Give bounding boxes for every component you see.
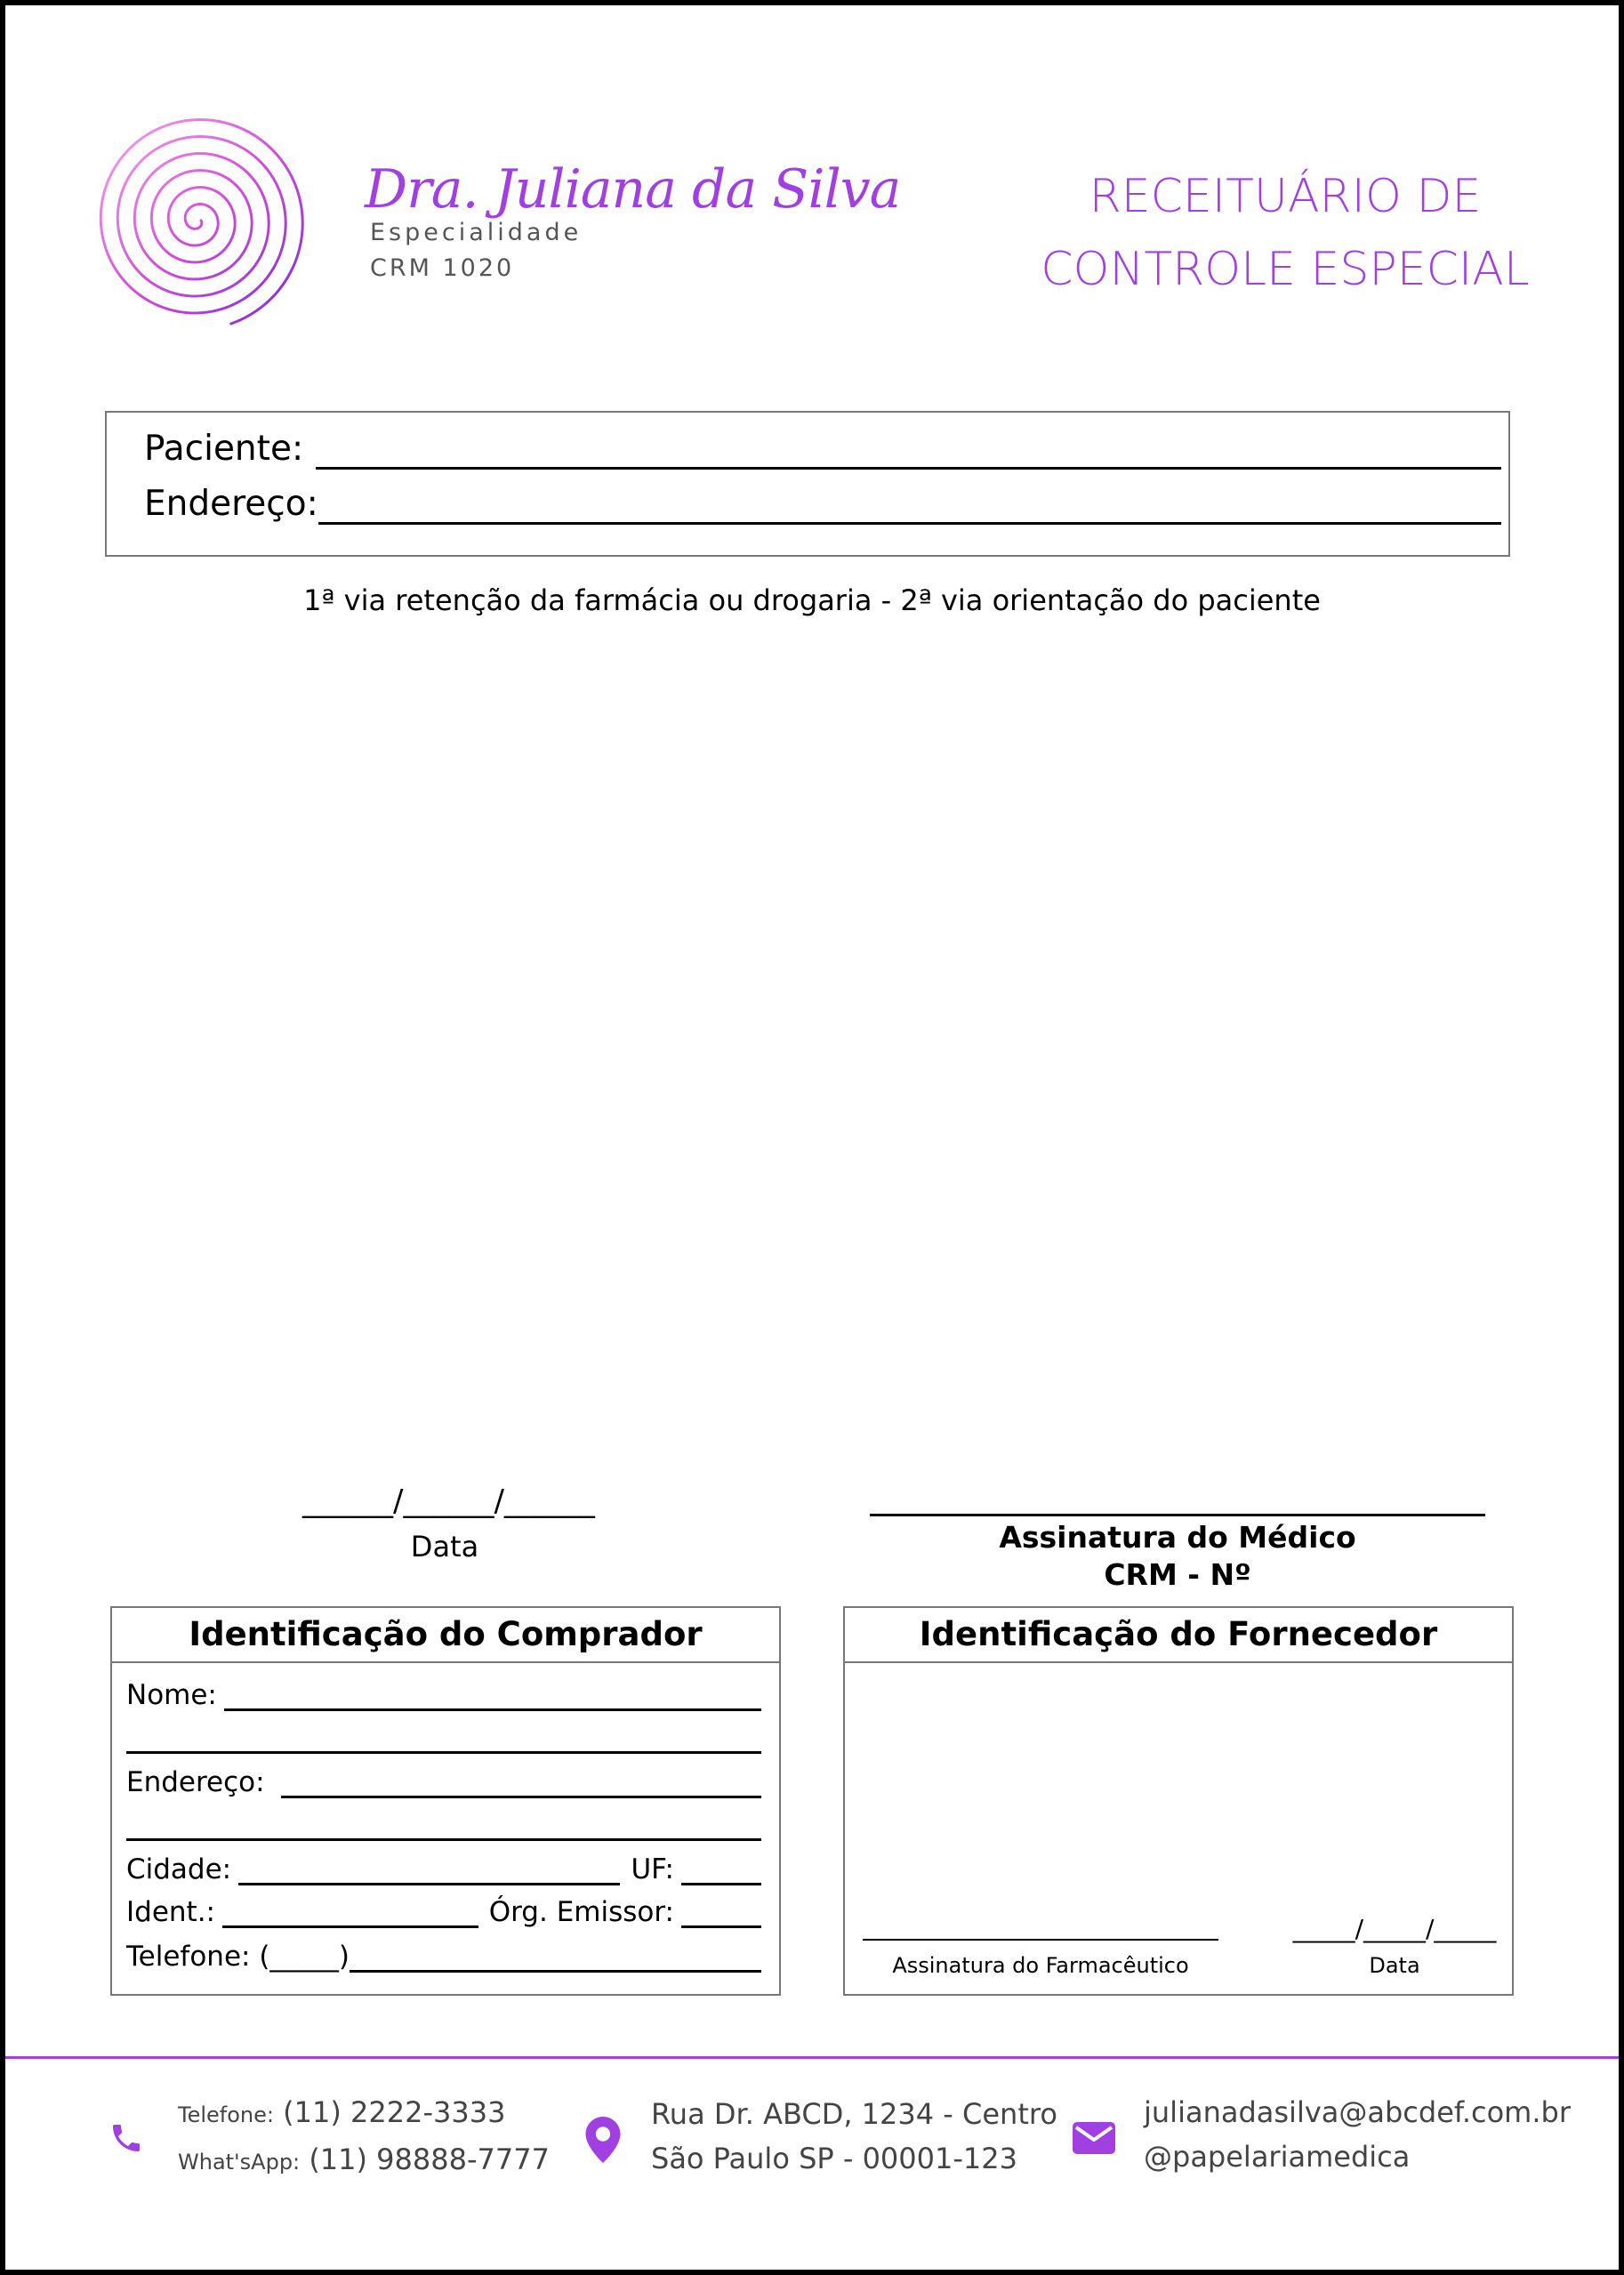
doctor-signature-block (870, 1519, 1485, 1594)
patient-label: Paciente: (144, 429, 304, 469)
buyer-issuer-label: Órg. Emissor: (488, 1896, 674, 1928)
envelope-icon (1073, 2122, 1115, 2154)
date-label: Data (410, 1530, 479, 1564)
address-label: Endereço: (144, 484, 318, 524)
social-handle[interactable]: @papelariamedica (1144, 2140, 1411, 2174)
address-field[interactable] (144, 482, 1501, 525)
buyer-address-label: Endereço: (126, 1766, 265, 1798)
buyer-address-field-2[interactable] (126, 1805, 761, 1841)
footer-divider (5, 2056, 1619, 2059)
buyer-name-field[interactable] (126, 1676, 761, 1711)
specialty: Especialidade (370, 219, 583, 246)
supplier-title: Identificação do Fornecedor (845, 1608, 1512, 1663)
document-title (987, 160, 1583, 306)
crm-number: CRM 1020 (370, 254, 515, 282)
supplier-date-label: Data (1369, 1953, 1420, 1978)
buyer-ident-field[interactable] (126, 1893, 761, 1928)
patient-box (105, 411, 1510, 557)
phone-label: Telefone: (178, 2102, 274, 2127)
buyer-title: Identificação do Comprador (112, 1608, 779, 1663)
buyer-name-line (224, 1682, 761, 1711)
buyer-city-line (238, 1856, 620, 1885)
address-line-2: São Paulo SP - 00001-123 (651, 2142, 1017, 2175)
buyer-phone-line (350, 1943, 761, 1973)
phone-number[interactable]: (11) 2222-3333 (283, 2095, 506, 2129)
buyer-address-field[interactable] (126, 1763, 761, 1798)
footer-address (651, 2092, 1057, 2181)
footer-phones (178, 2090, 550, 2184)
spiral-logo-icon (89, 105, 311, 336)
title-line-2: CONTROLE ESPECIAL (1041, 243, 1530, 296)
doctor-signature-label: Assinatura do Médico (999, 1520, 1356, 1555)
buyer-name-line-2 (126, 1724, 761, 1754)
buyer-box (110, 1606, 781, 1996)
pharmacist-signature-line[interactable] (863, 1939, 1218, 1941)
doctor-name: Dra. Juliana da Silva (365, 158, 901, 221)
buyer-name-label: Nome: (126, 1679, 217, 1711)
supplier-box (843, 1606, 1514, 1996)
patient-field[interactable] (144, 427, 1501, 470)
email[interactable]: julianadasilva@abcdef.com.br (1144, 2095, 1571, 2129)
buyer-address-line-2 (126, 1812, 761, 1841)
buyer-ident-label: Ident.: (126, 1896, 215, 1928)
phone-icon (109, 2120, 144, 2156)
title-line-1: RECEITUÁRIO DE (1089, 170, 1482, 223)
buyer-phone-field[interactable] (126, 1937, 761, 1973)
buyer-name-field-2[interactable] (126, 1718, 761, 1754)
buyer-city-label: Cidade: (126, 1853, 232, 1885)
via-instructions: 1ª via retenção da farmácia ou drogaria - 2ª via orientação do paciente (303, 583, 1321, 617)
buyer-ident-line (222, 1899, 478, 1928)
buyer-uf-line (681, 1856, 761, 1885)
crm-label: CRM - Nº (1104, 1557, 1251, 1592)
supplier-date-blank[interactable]: _____/_____/_____ (1292, 1914, 1497, 1943)
address-line-1: Rua Dr. ABCD, 1234 - Centro (651, 2097, 1057, 2131)
buyer-city-field[interactable] (126, 1850, 761, 1885)
whatsapp-number[interactable]: (11) 98888-7777 (309, 2142, 550, 2176)
buyer-address-line (281, 1769, 761, 1798)
pharmacist-signature-label: Assinatura do Farmacêutico (892, 1953, 1189, 1978)
footer-contacts (1144, 2090, 1571, 2179)
address-line (318, 486, 1501, 525)
whatsapp-label: What'sApp: (178, 2150, 301, 2175)
date-blank[interactable]: ______/______/______ (302, 1483, 595, 1519)
buyer-issuer-line (681, 1899, 761, 1928)
buyer-uf-label: UF: (631, 1853, 674, 1885)
buyer-phone-label: Telefone: (_____) (126, 1941, 350, 1973)
doctor-signature-line[interactable] (870, 1514, 1485, 1516)
location-pin-icon (585, 2117, 621, 2163)
patient-line (316, 431, 1501, 470)
